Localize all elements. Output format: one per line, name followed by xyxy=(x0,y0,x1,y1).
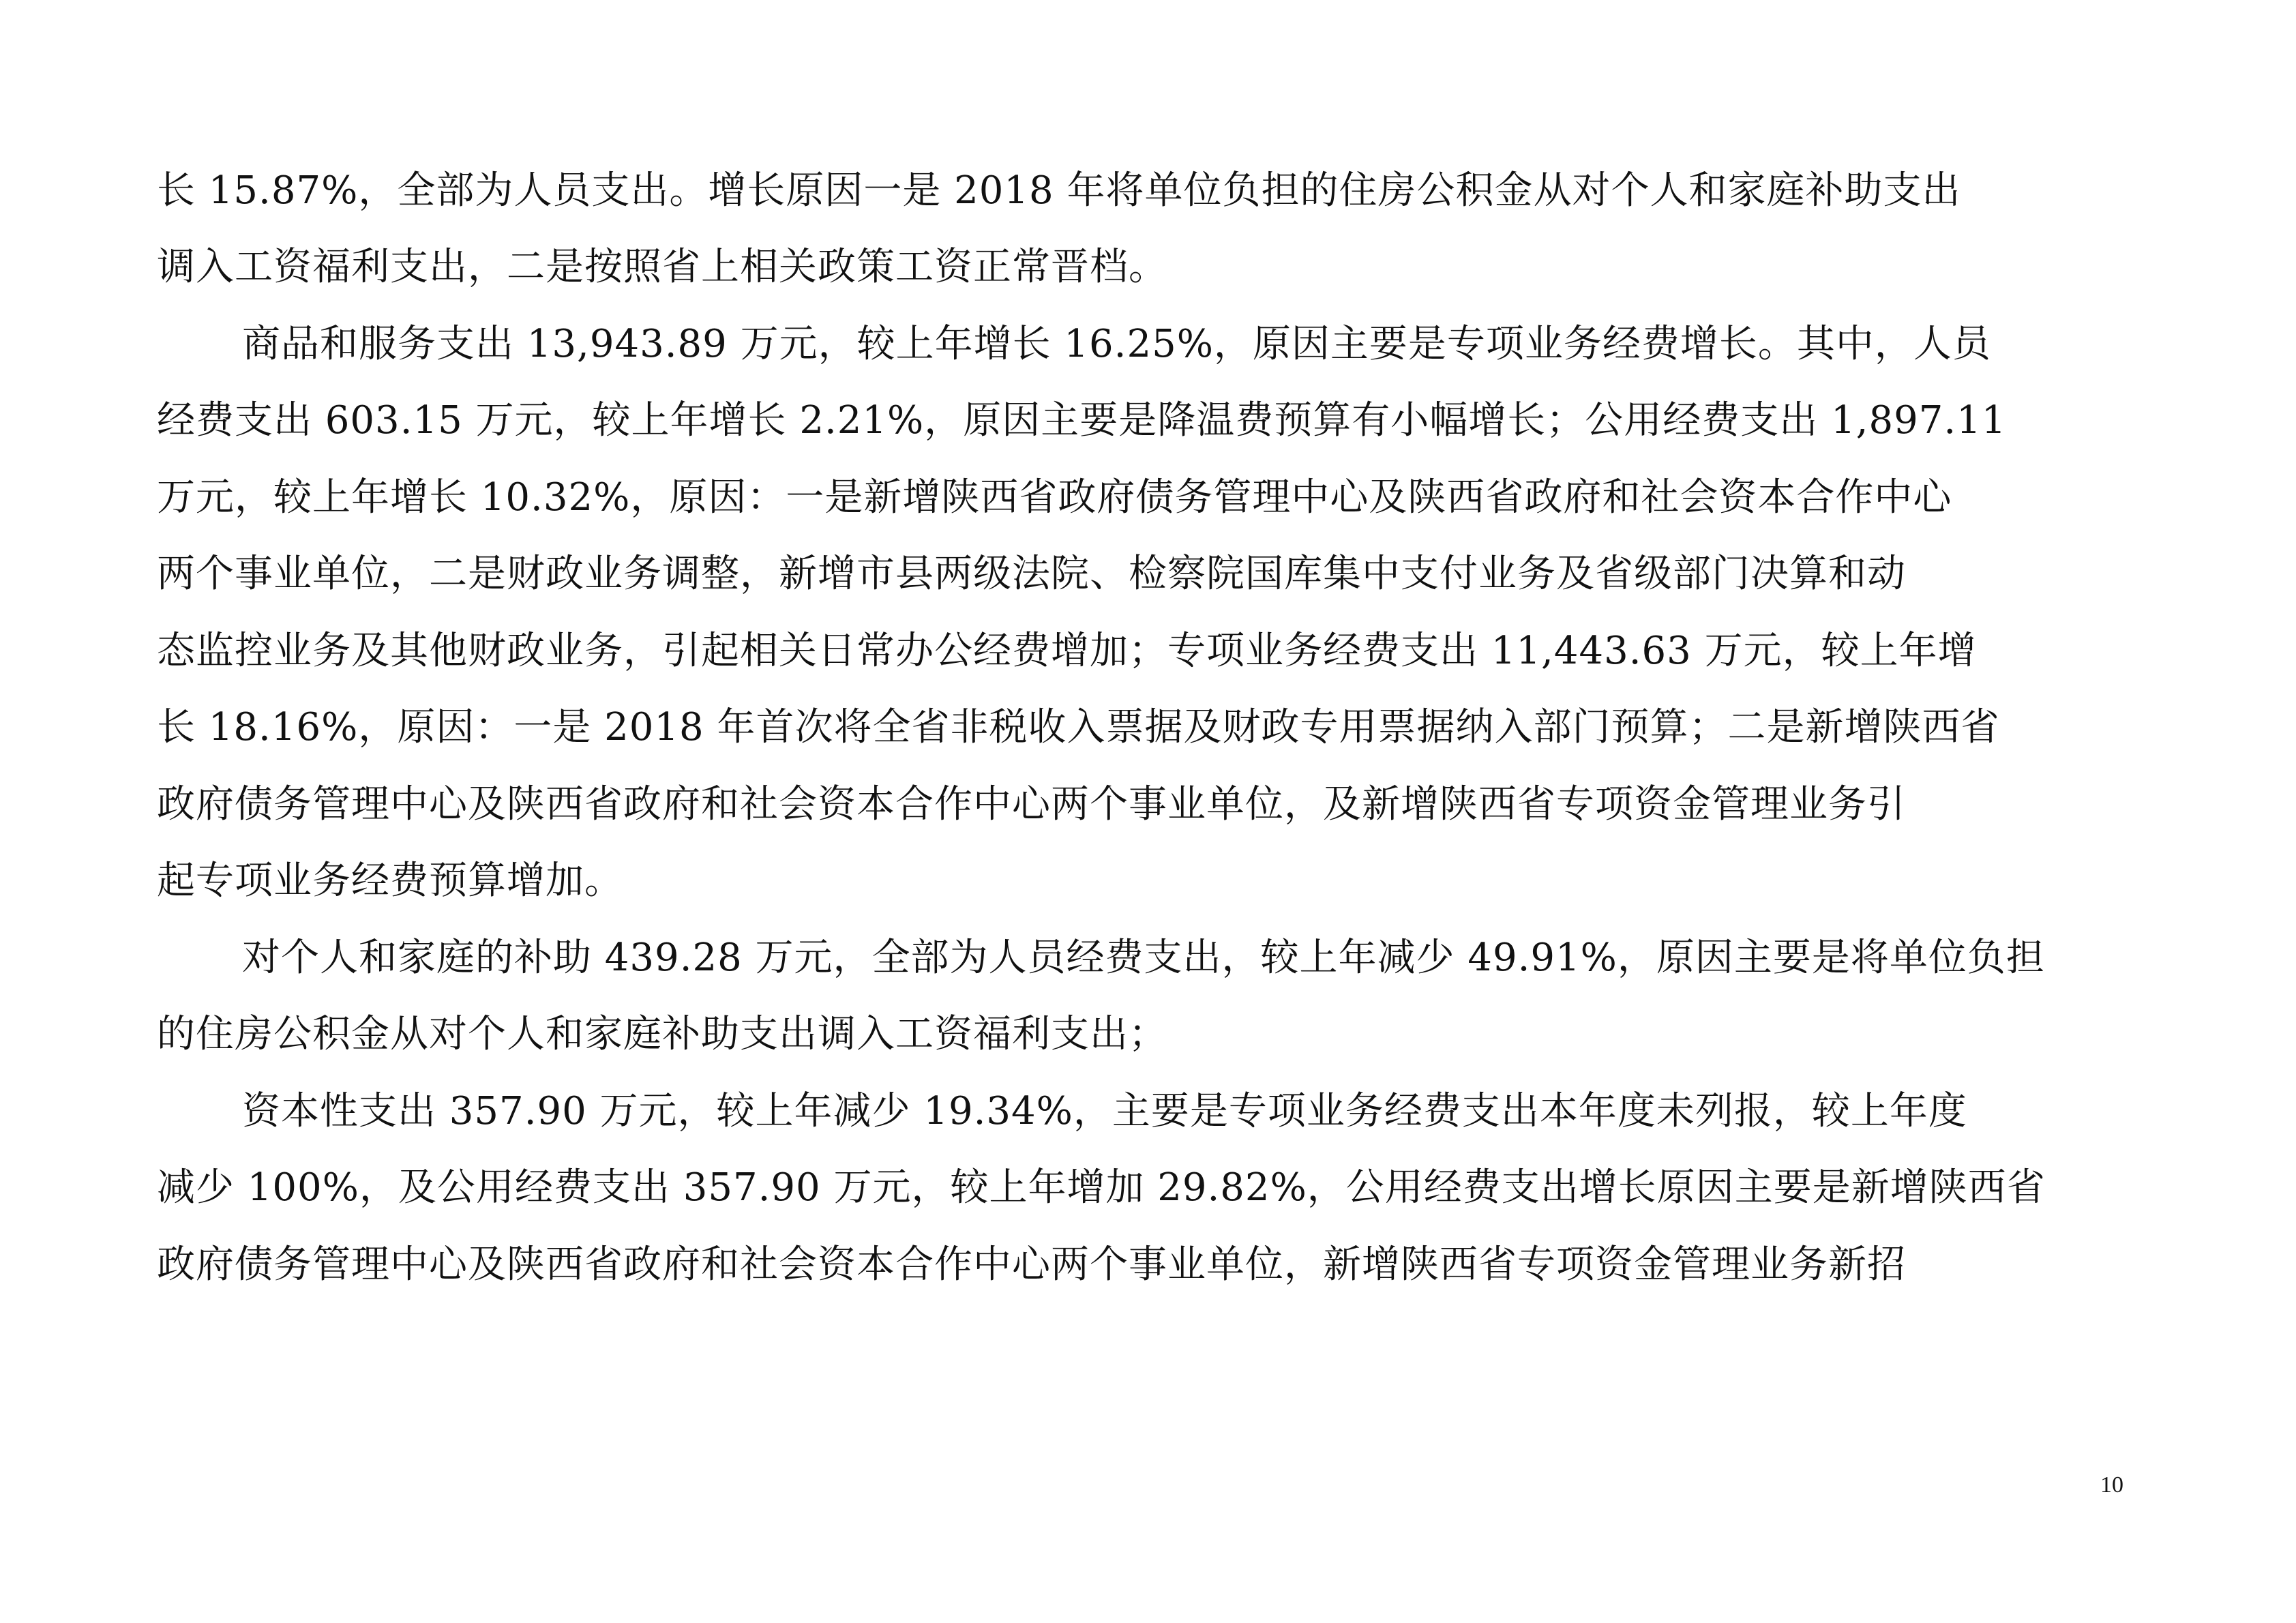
paragraph-line: 政府债务管理中心及陕西省政府和社会资本合作中心两个事业单位，及新增陕西省专项资金管理业务引 xyxy=(157,782,1906,827)
page-number: 10 xyxy=(2100,1472,2123,1498)
paragraph-line: 的住房公积金从对个人和家庭补助支出调入工资福利支出； xyxy=(157,1012,1167,1056)
paragraph-line: 起专项业务经费预算增加。 xyxy=(157,859,623,903)
paragraph-line: 对个人和家庭的补助 439.28 万元，全部为人员经费支出，较上年减少 49.91%，原因主要是将单位负担 xyxy=(242,936,2045,980)
paragraph-line: 两个事业单位，二是财政业务调整，新增市县两级法院、检察院国库集中支付业务及省级部门决算和动 xyxy=(157,552,1906,596)
paragraph-line: 态监控业务及其他财政业务，引起相关日常办公经费增加；专项业务经费支出 11,443.63 万元，较上年增 xyxy=(157,629,1977,673)
paragraph-line: 商品和服务支出 13,943.89 万元，较上年增长 16.25%，原因主要是专项业务经费增长。其中，人员 xyxy=(242,322,1991,366)
paragraph-line: 长 15.87%，全部为人员支出。增长原因一是 2018 年将单位负担的住房公积金从对个人和家庭补助支出 xyxy=(157,168,1961,213)
paragraph-line: 长 18.16%，原因：一是 2018 年首次将全省非税收入票据及财政专用票据纳入部门预算；二是新增陕西省 xyxy=(157,705,2000,749)
paragraph-line: 经费支出 603.15 万元，较上年增长 2.21%，原因主要是降温费预算有小幅增长；公用经费支出 1,897.11 xyxy=(157,398,2007,443)
paragraph-line: 减少 100%，及公用经费支出 357.90 万元，较上年增加 29.82%，公用经费支出增长原因主要是新增陕西省 xyxy=(157,1165,2046,1210)
paragraph-line: 调入工资福利支出，二是按照省上相关政策工资正常晋档。 xyxy=(157,245,1167,289)
paragraph-line: 资本性支出 357.90 万元，较上年减少 19.34%，主要是专项业务经费支出本年度未列报，较上年度 xyxy=(242,1089,1967,1133)
paragraph-line: 万元，较上年增长 10.32%，原因：一是新增陕西省政府债务管理中心及陕西省政府和社会资本合作中心 xyxy=(157,475,1952,520)
paragraph-line: 政府债务管理中心及陕西省政府和社会资本合作中心两个事业单位，新增陕西省专项资金管理业务新招 xyxy=(157,1242,1906,1287)
